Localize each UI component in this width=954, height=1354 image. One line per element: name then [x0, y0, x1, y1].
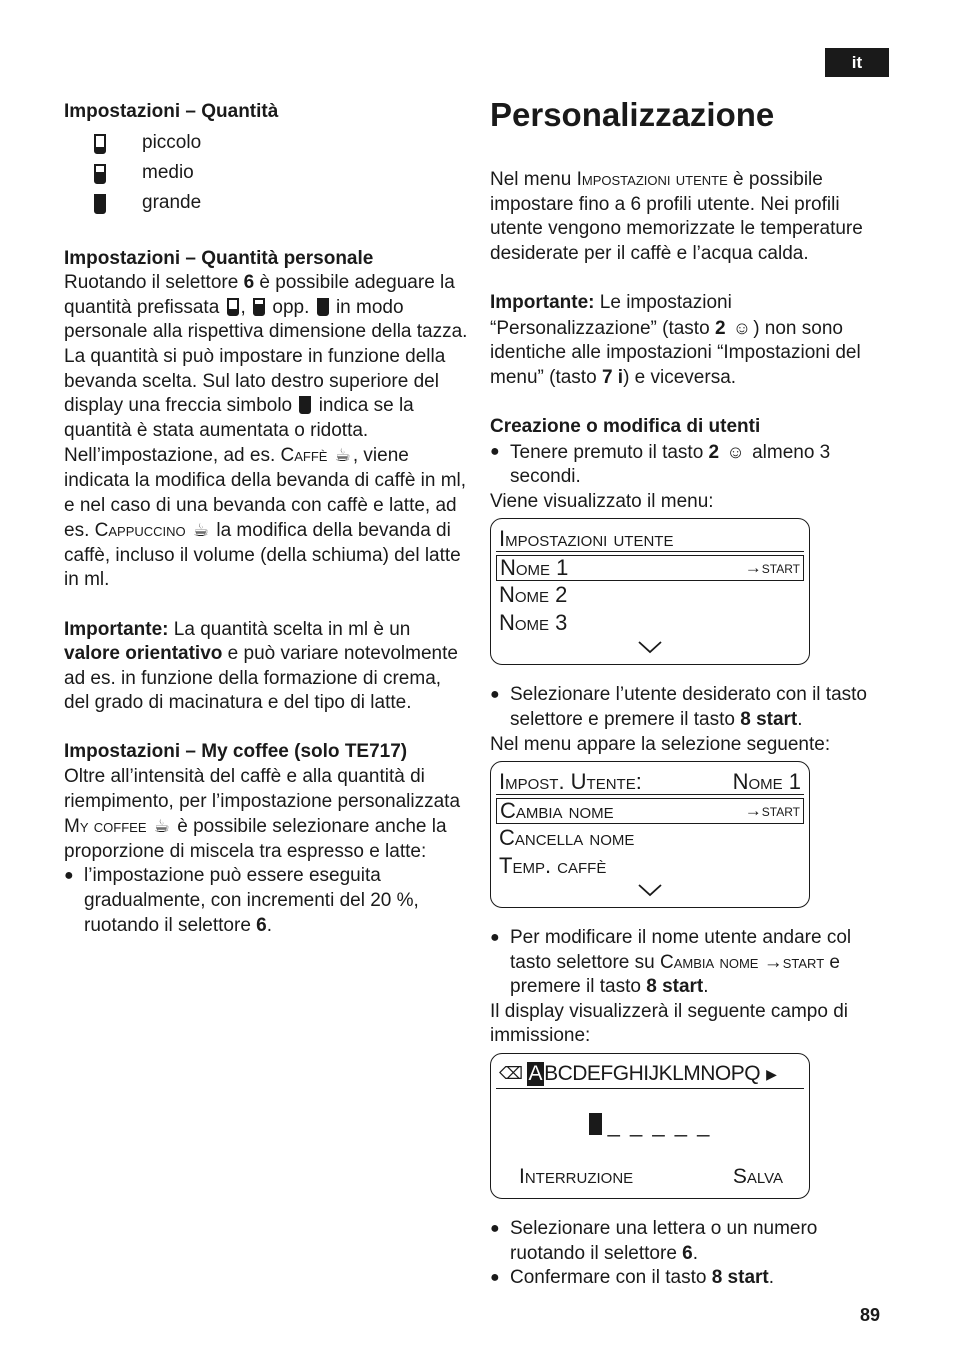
arrow-right-icon[interactable]: ▶	[766, 1065, 777, 1082]
selezione-list	[490, 683, 890, 732]
backspace-icon[interactable]: ⌫	[499, 1063, 523, 1083]
list-item: ● Selezionare una lettera o un numero ruotando il selettore 6.	[490, 1217, 890, 1266]
cup-large-icon	[94, 194, 106, 214]
arrow-symbol-icon	[299, 396, 311, 414]
list-item: ● Per modificare il nome utente andare col tasto selettore su Cambia nome →start e premere il tasto 8 start.	[490, 926, 890, 1000]
list-item: grande	[64, 189, 468, 219]
salva-button[interactable]: Salva	[732, 1165, 783, 1189]
cappuccino-icon: ☕	[192, 520, 210, 541]
mycoffee-paragraph: Oltre all’intensità del caffè e alla quantità di riempimento, per l’impostazione personalizzata My coffee ☕ è possibile selezionare anche la proporzione di miscela tra espresso e latte:	[64, 766, 461, 862]
display-row[interactable]: Temp. caffè	[499, 853, 607, 879]
creazione-list	[490, 440, 890, 490]
list-item: piccolo	[64, 129, 468, 159]
personale-paragraph: Ruotando il selettore 6 è possibile adeguare la quantità prefissata , opp. in modo personale alla rispettiva dimensione della tazza. La quantità si può impostare in funzione della bevanda scelta. Sul lato destro superiore del display una freccia simbolo indica se la quantità è stata aumentata o ridotta. Nell’impostazione, ad es. Caffè ☕ , viene indicata la modifica della bevanda di caffè in ml, e nel caso di una bevanda con caffè e latte, ad es. Cappuccino ☕ la modifica della bevanda di caffè, incluso il volume (della schiuma) del latte in ml.	[64, 272, 468, 591]
display-row[interactable]: Cancella nome	[499, 825, 635, 851]
display-row[interactable]: Nome 3	[499, 610, 568, 636]
page-number: 89	[860, 1305, 881, 1325]
importante-paragraph: Importante: Le impostazioni “Personalizzazione” (tasto 2 ☺ ) non sono identiche alle impostazioni “Impostazioni del menu” (tasto 7 i) e viceversa.	[490, 291, 861, 388]
final-list	[490, 1217, 890, 1291]
chevron-down-icon	[637, 639, 663, 655]
display-header: Impostazioni utente	[496, 525, 804, 552]
cursor-block	[589, 1113, 602, 1135]
creazione-heading: Creazione o modifica di utenti	[490, 415, 761, 437]
cup-small-icon	[94, 134, 106, 154]
display-user-settings	[490, 518, 810, 665]
cup-medium-icon	[253, 298, 265, 316]
display-row[interactable]: Nome 2	[499, 582, 568, 608]
letter-strip[interactable]: BCDEFGHIJKLMNOPQ	[544, 1061, 761, 1085]
display-selected-row[interactable]: Nome 1 →start	[496, 555, 804, 581]
users-icon: ☺	[732, 317, 752, 338]
mod-after: Il display visualizzerà il seguente campo di immissione:	[490, 1000, 849, 1047]
selected-letter[interactable]: A	[528, 1061, 543, 1085]
display-user-edit	[490, 761, 810, 908]
mycoffee-heading: Impostazioni – My coffee (solo TE717)	[64, 741, 408, 763]
left-column	[64, 100, 468, 938]
cup-small-icon	[227, 298, 239, 316]
users-icon: ☺	[726, 441, 745, 462]
cup-large-icon	[317, 298, 329, 316]
display-selected-row[interactable]: Cambia nome →start	[496, 798, 804, 824]
modifica-list	[490, 926, 890, 1000]
intro-paragraph: Nel menu Impostazioni utente è possibile impostare fino a 6 profili utente. Nei profili utente vengono memorizzate le temperature desiderate per il caffè e l’acqua calda.	[490, 169, 863, 264]
sel-after: Nel menu appare la selezione seguente:	[490, 733, 831, 755]
quantita-heading: Impostazioni – Quantità	[64, 101, 279, 122]
my-coffee-icon: ☕	[153, 816, 170, 837]
mycoffee-list	[64, 864, 468, 938]
page-title: Personalizzazione	[490, 96, 775, 133]
language-tab: it	[825, 48, 889, 77]
letter-selector[interactable]	[496, 1060, 804, 1089]
name-input-field[interactable]: _ _ _ _ _	[496, 1113, 804, 1138]
display-header: Impost. Utente: Nome 1	[496, 768, 804, 795]
interruzione-button[interactable]: Interruzione	[519, 1165, 634, 1189]
list-item: ● l’impostazione può essere eseguita gradualmente, con incrementi del 20 %, ruotando il selettore 6.	[64, 864, 468, 938]
list-item: medio	[64, 159, 468, 189]
importante-paragraph: Importante: La quantità scelta in ml è un valore orientativo e può variare notevolmente ad es. in funzione della formazione di crema, del grado di macinatura e del tipo di latte.	[64, 618, 458, 714]
list-item: ● Confermare con il tasto 8 start.	[490, 1266, 890, 1291]
display-footer	[519, 1165, 783, 1190]
cup-medium-icon	[94, 164, 106, 184]
right-column	[490, 94, 890, 1291]
personale-heading: Impostazioni – Quantità personale	[64, 247, 374, 269]
display-name-input	[490, 1053, 810, 1199]
chevron-down-icon	[637, 882, 663, 898]
list-item: ● Selezionare l’utente desiderato con il tasto selettore e premere il tasto 8 start.	[490, 683, 890, 732]
coffee-cup-icon: ☕	[334, 445, 351, 466]
list-item: ● Tenere premuto il tasto 2 ☺ almeno 3 secondi.	[490, 440, 890, 490]
creazione-after: Viene visualizzato il menu:	[490, 490, 714, 512]
